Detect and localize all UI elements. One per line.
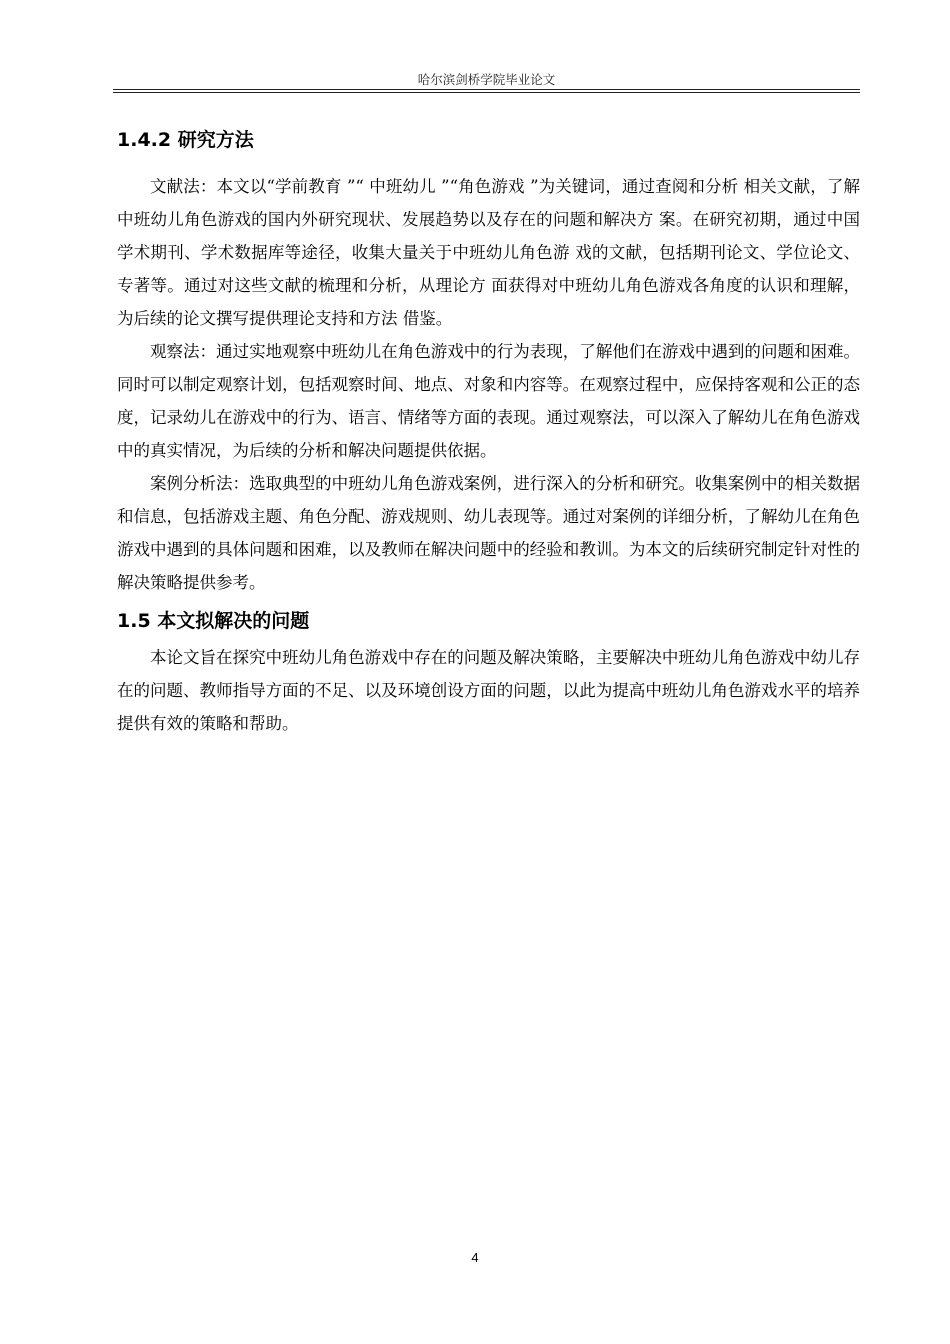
- section-heading-problems-to-solve: 1.5 本文拟解决的问题: [117, 610, 310, 632]
- paragraph-observation-method: 观察法：通过实地观察中班幼儿在角色游戏中的行为表现，了解他们在游戏中遇到的问题和困难。同时可以制定观察计划，包括观察时间、地点、对象和内容等。在观察过程中，应保持客观和公正的态度，记录幼儿在游戏中的行为、语言、情绪等方面的表现。通过观察法，可以深入了解幼儿在角色游戏中的真实情况，为后续的分析和解决问题提供依据。: [117, 342, 860, 460]
- page-header-title: 哈尔滨剑桥学院毕业论文: [417, 72, 556, 87]
- paragraph-problems-summary: 本论文旨在探究中班幼儿角色游戏中存在的问题及解决策略，主要解决中班幼儿角色游戏中幼儿存在的问题、教师指导方面的不足、以及环境创设方面的问题，以此为提高中班幼儿角色游戏水平的培养提供有效的策略和帮助。: [117, 648, 860, 733]
- paragraph-literature-method: 文献法：本文以“学前教育 ”“ 中班幼儿 ”“角色游戏 ”为关键词，通过查阅和分析 相关文献，了解中班幼儿角色游戏的国内外研究现状、发展趋势以及存在的问题和解决方 案。在研究初期，通过中国学术期刊、学术数据库等途径，收集大量关于中班幼儿角色游 戏的文献，包括期刊论文、学位论文、专著等。通过对这些文献的梳理和分析，从理论方 面获得对中班幼儿角色游戏各角度的认识和理解，为后续的论文撰写提供理论支持和方法 借鉴。: [117, 177, 860, 328]
- header-divider: [113, 89, 860, 93]
- section-heading-research-methods: 1.4.2 研究方法: [117, 129, 254, 151]
- page-body: [117, 120, 860, 740]
- paragraph-case-analysis-method: 案例分析法：选取典型的中班幼儿角色游戏案例，进行深入的分析和研究。收集案例中的相关数据和信息，包括游戏主题、角色分配、游戏规则、幼儿表现等。通过对案例的详细分析，了解幼儿在角色游戏中遇到的具体问题和困难，以及教师在解决问题中的经验和教训。为本文的后续研究制定针对性的解决策略提供参考。: [117, 474, 860, 592]
- page-number: 4: [471, 1250, 479, 1265]
